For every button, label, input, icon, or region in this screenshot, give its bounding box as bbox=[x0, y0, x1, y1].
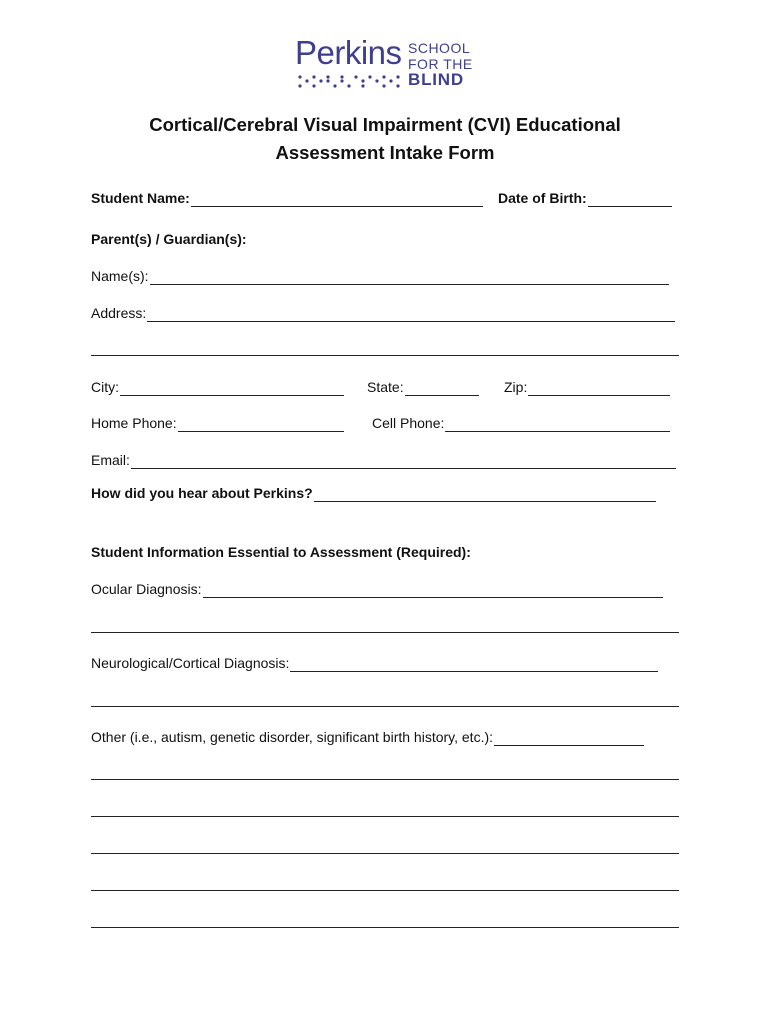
cell-phone-field[interactable] bbox=[445, 417, 670, 432]
other-label: Other (i.e., autism, genetic disorder, significant birth history, etc.): bbox=[91, 729, 494, 745]
other-line-2[interactable] bbox=[91, 779, 679, 780]
names-row bbox=[91, 267, 669, 285]
neuro-line-2[interactable] bbox=[91, 706, 679, 707]
address-row bbox=[91, 304, 675, 322]
zip-field[interactable] bbox=[528, 381, 670, 396]
other-line-6[interactable] bbox=[91, 927, 679, 928]
how-hear-field[interactable] bbox=[314, 487, 656, 502]
ocular-field[interactable] bbox=[203, 583, 663, 598]
ocular-line-2[interactable] bbox=[91, 632, 679, 633]
zip-row bbox=[504, 378, 670, 396]
student-name-label: Student Name: bbox=[91, 190, 190, 206]
email-row bbox=[91, 451, 676, 469]
logo-tagline-school: SCHOOL bbox=[408, 40, 471, 56]
how-hear-row bbox=[91, 484, 656, 502]
address-line-2[interactable] bbox=[91, 355, 679, 356]
other-row bbox=[91, 728, 644, 746]
ocular-label: Ocular Diagnosis: bbox=[91, 581, 202, 597]
other-line-3[interactable] bbox=[91, 816, 679, 817]
student-name-row bbox=[91, 189, 483, 207]
address-label: Address: bbox=[91, 305, 147, 321]
names-field[interactable] bbox=[150, 270, 669, 285]
state-label: State: bbox=[367, 379, 404, 395]
email-label: Email: bbox=[91, 452, 130, 468]
student-name-field[interactable] bbox=[191, 192, 483, 207]
address-field[interactable] bbox=[147, 307, 675, 322]
city-field[interactable] bbox=[120, 381, 344, 396]
perkins-logo bbox=[295, 36, 485, 94]
braille-dots-icon bbox=[297, 74, 403, 90]
neuro-label: Neurological/Cortical Diagnosis: bbox=[91, 655, 290, 671]
city-row bbox=[91, 378, 344, 396]
other-line-4[interactable] bbox=[91, 853, 679, 854]
names-label: Name(s): bbox=[91, 268, 149, 284]
how-hear-label: How did you hear about Perkins? bbox=[91, 485, 313, 501]
logo-tagline bbox=[408, 40, 473, 88]
student-info-heading: Student Information Essential to Assessment (Required): bbox=[91, 544, 471, 560]
email-field[interactable] bbox=[131, 454, 676, 469]
parents-heading: Parent(s) / Guardian(s): bbox=[91, 231, 247, 247]
logo-tagline-forthe: FOR THE bbox=[408, 56, 473, 72]
state-field[interactable] bbox=[405, 381, 479, 396]
logo-tagline-blind: BLIND bbox=[408, 70, 464, 89]
dob-row bbox=[498, 189, 672, 207]
home-phone-field[interactable] bbox=[178, 417, 344, 432]
form-title-line-1: Cortical/Cerebral Visual Impairment (CVI) Educational bbox=[149, 114, 621, 135]
home-phone-label: Home Phone: bbox=[91, 415, 177, 431]
dob-label: Date of Birth: bbox=[498, 190, 587, 206]
logo-wordmark: Perkins bbox=[295, 34, 402, 71]
other-line-5[interactable] bbox=[91, 890, 679, 891]
state-row bbox=[367, 378, 479, 396]
other-field[interactable] bbox=[494, 731, 644, 746]
dob-field[interactable] bbox=[588, 192, 672, 207]
cell-phone-row bbox=[372, 414, 670, 432]
home-phone-row bbox=[91, 414, 344, 432]
city-label: City: bbox=[91, 379, 119, 395]
zip-label: Zip: bbox=[504, 379, 528, 395]
neuro-row bbox=[91, 654, 658, 672]
ocular-row bbox=[91, 580, 663, 598]
form-title-line-2: Assessment Intake Form bbox=[275, 142, 495, 163]
neuro-field[interactable] bbox=[290, 657, 658, 672]
cell-phone-label: Cell Phone: bbox=[372, 415, 445, 431]
form-title bbox=[0, 111, 770, 167]
